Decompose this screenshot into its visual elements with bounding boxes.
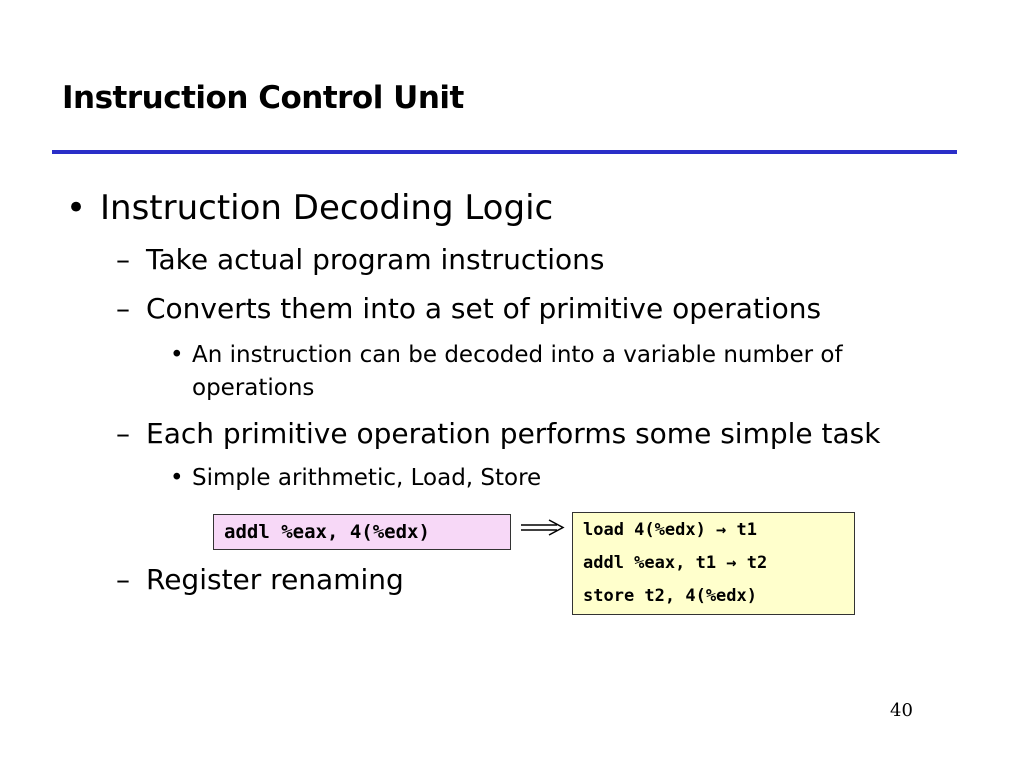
bullet-text: Instruction Decoding Logic bbox=[100, 188, 554, 228]
page-number: 40 bbox=[890, 700, 913, 721]
dash-mark: – bbox=[116, 563, 130, 596]
detail-text: An instruction can be decoded into a variable number of operations bbox=[192, 342, 843, 401]
bullet-mark: • bbox=[170, 342, 184, 368]
slide-title: Instruction Control Unit bbox=[62, 80, 464, 116]
operation-line: load 4(%edx) → t1 bbox=[583, 520, 757, 540]
bullet-mark: • bbox=[66, 188, 87, 228]
dash-mark: – bbox=[116, 243, 130, 276]
decoded-operations-box bbox=[572, 512, 855, 615]
detail-text: Simple arithmetic, Load, Store bbox=[192, 465, 542, 491]
detail-variable-number bbox=[170, 339, 940, 405]
sub-bullet-text: Register renaming bbox=[146, 563, 404, 596]
bullet-mark: • bbox=[170, 465, 184, 491]
sub-bullet-text: Converts them into a set of primitive operations bbox=[146, 292, 822, 325]
title-underline bbox=[52, 150, 957, 154]
sub-bullet-text: Take actual program instructions bbox=[146, 243, 605, 276]
operation-line: store t2, 4(%edx) bbox=[583, 586, 757, 606]
source-instruction-box: addl %eax, 4(%edx) bbox=[213, 514, 511, 550]
detail-simple-ops bbox=[170, 462, 940, 495]
double-line-right-arrow-icon bbox=[519, 518, 565, 538]
dash-mark: – bbox=[116, 417, 130, 450]
sub-bullet-text: Each primitive operation performs some simple task bbox=[146, 417, 881, 450]
operation-line: addl %eax, t1 → t2 bbox=[583, 553, 768, 573]
dash-mark: – bbox=[116, 292, 130, 325]
